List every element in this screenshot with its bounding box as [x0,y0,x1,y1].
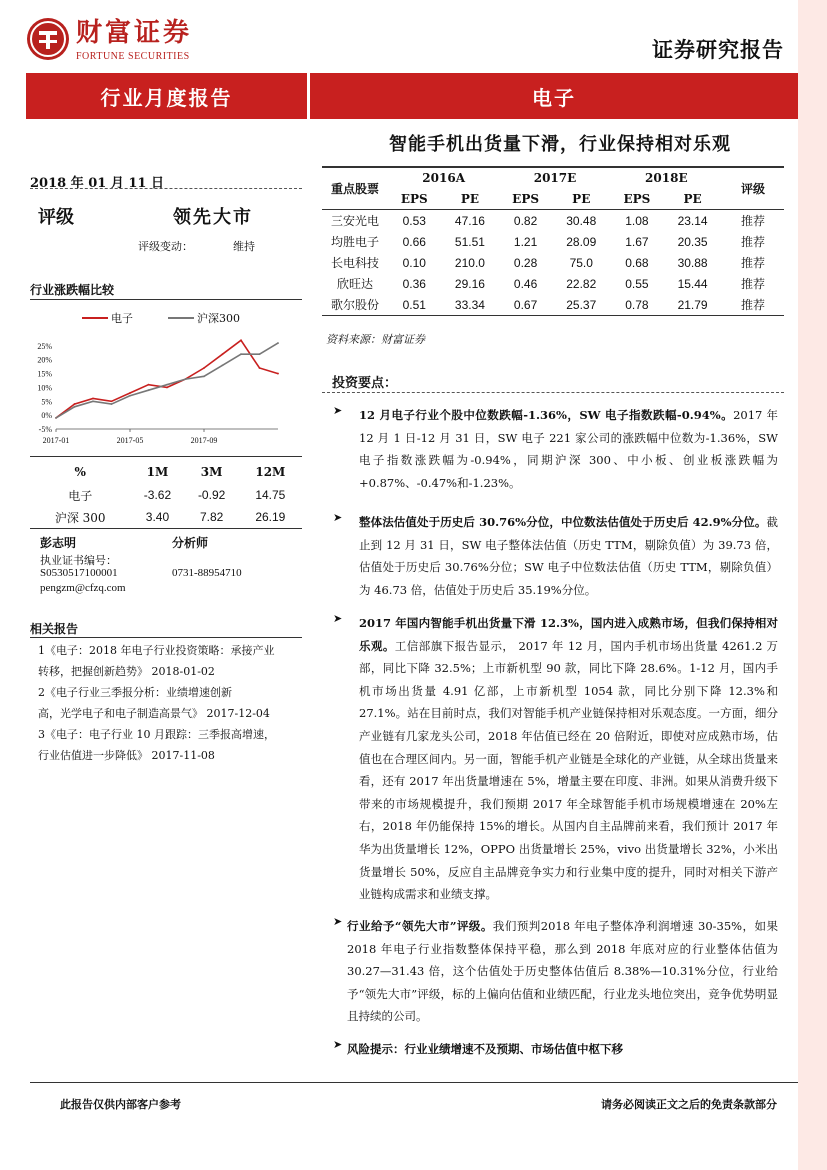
rating-change-value: 维持 [233,240,255,253]
perf-header: 1M [146,465,169,479]
stock-name: 长电科技 [330,256,379,270]
data-point [166,387,168,389]
stock-rating: 推荐 [740,277,765,291]
y-tick-label: 0% [41,411,52,421]
invest-point [333,511,778,601]
data-point [277,342,279,344]
y-tick-label: -5% [38,425,52,434]
table-row [322,252,784,273]
stock-cell: 0.67 [513,297,538,312]
stock-name: 三安光电 [330,214,379,228]
stock-cell: 1.67 [625,234,649,249]
table-source: 资料来源：财富证券 [326,333,425,346]
stock-cell: 0.55 [625,276,649,291]
cert-label: 执业证书编号： [40,554,117,567]
perf-header: 3M [200,465,223,479]
related-report-link[interactable]: 高，光学电子和电子制造高景气》 2017-12-04 [38,707,270,720]
arrow-bullet-icon: ➤ [333,1038,343,1051]
divider [30,637,302,638]
data-point [129,395,131,397]
divider [30,456,302,457]
series-line-electronics [56,340,278,418]
analyst-name: 彭志明 [40,536,77,550]
data-point [166,384,168,386]
headline: 智能手机出货量下滑，行业保持相对乐观 [389,134,731,155]
report-type: 证券研究报告 [652,37,784,62]
data-point [277,373,279,375]
rating-value: 领先大市 [173,207,253,228]
point-text: 工信部旗下报告显示， 2017 年 12 月，国内手机市场出货量 4261.2 万部，同比下降 32.5%；上市新机型 90 款，同比下降 28.6%。1-12 月，国内手机市场出货量 4.91 亿部，上市新机型 1054 款，同比分别下降 12.3%和 27.1%。站在目前时点，我们对智能手机产业链保持相对乐观态度。一方面，细分产业链有几家龙头公司，2018 年估值已经在 20 倍附近，即使对应成熟市场，估值也在合理区间内。另一面，智能手机产业链是全球化的产业链，从全球出货量来看，还有 2017 年出货量增速在 5%，增量主要在印度、非洲。如果从消费升级下带来的市场规模提升，我们预期 2017 年全球智能手机市场规模增速在 20%左右，2018 年仍能保持 15%的增长。从国内自主品牌前来看，我们预计 2017 年华为出货量增长 12%，OPPO 出货量增长 25%，vivo 出货量增长 32%，小米出货量增长 50%，反应自主品牌竞争实力和行业集中度的提升，同时对相关下游产业链构成需求和业绩支撑。 [359,638,779,902]
x-tick-label: 2017-05 [116,436,144,445]
rating-change-label: 评级变动： [138,240,193,253]
side-decor-strip [798,0,827,1170]
data-point [74,403,76,405]
y-tick-label: 25% [37,341,52,351]
stock-rating: 推荐 [740,214,765,228]
invest-point [333,612,778,906]
sub-header: EPS [623,191,651,206]
chart-title: 行业涨跌幅比较 [30,283,115,297]
banner-report-category: 行业月度报告 [26,73,307,119]
data-point [111,403,113,405]
stock-cell: 30.88 [677,255,708,270]
related-report-link[interactable]: 1《电子：2018 年电子行业投资策略：承接产业 [38,644,275,657]
related-report-link[interactable]: 3《电子：电子行业 10 月跟踪：三季报高增速， [38,728,275,741]
y-tick-label: 15% [37,369,52,379]
arrow-bullet-icon: ➤ [333,511,343,524]
brand-name-en: FORTUNE SECURITIES [76,51,190,62]
data-point [148,384,150,386]
cert-number: S0530517100001 [40,567,118,579]
stock-cell: 0.66 [402,234,426,249]
divider [30,299,302,300]
x-tick-label: 2017-01 [42,436,70,445]
divider [30,528,302,529]
data-point [259,367,261,369]
stock-cell: 47.16 [454,213,485,228]
stock-cell: 15.44 [677,276,708,291]
perf-cell: 沪深 300 [54,510,106,525]
point-text: 2017 年 12 月 1 日-12 月 31 日，SW 电子 221 家公司的涨跌幅中位数为-1.36%，SW 电子指数涨跌幅为-0.94%，同期沪深 300、中小板、创业板涨跌幅为+0.87%、-0.47%和-1.23%。 [359,408,778,490]
series-line-csi300 [56,343,278,418]
stock-cell: 0.82 [513,213,538,228]
data-point [148,389,150,391]
report-date: 2018 年 01 月 11 日 [30,176,164,191]
perf-cell: 26.19 [255,510,286,524]
stock-rating: 推荐 [740,298,765,312]
banner-industry: 电子 [310,73,798,119]
stock-cell: 0.46 [513,276,538,291]
y-tick-label: 10% [37,383,52,393]
table-row [322,231,784,252]
legend-label: 沪深300 [197,312,240,325]
table-row [322,210,784,232]
stock-name: 均胜电子 [330,235,379,249]
stock-cell: 1.21 [513,234,538,249]
stock-cell: 0.10 [402,255,426,270]
table-row [30,484,302,506]
sub-header: PE [572,191,591,206]
perf-cell: 7.82 [199,510,224,524]
legend-label: 电子 [111,312,133,325]
arrow-bullet-icon: ➤ [333,915,343,928]
data-point [111,400,113,402]
related-reports-list [38,640,302,766]
stock-cell: 75.0 [569,255,593,270]
stock-rating: 推荐 [740,256,765,270]
stock-cell: 0.51 [402,297,426,312]
year-header: 2018E [645,170,688,185]
point-bold: 行业给予“领先大市”评级。 [347,919,493,933]
perf-cell: 14.75 [255,488,286,502]
stocks-table [322,167,784,316]
perf-cell: -0.92 [197,488,226,502]
table-row [30,506,302,528]
point-bold: 2017 年国内智能手机出货量下滑 12.3%，国内进入成熟市场，但我们保持相对乐观。 [359,616,778,653]
perf-cell: 电子 [68,488,93,503]
sub-header: EPS [400,191,428,206]
data-point [222,364,224,366]
data-point [222,353,224,355]
point-bold: 风险提示：行业业绩增速不及预期、市场估值中枢下移 [347,1042,623,1056]
divider [322,392,784,393]
data-point [203,367,205,369]
stock-cell: 23.14 [677,213,708,228]
data-point [129,392,131,394]
stock-cell: 0.36 [402,276,426,291]
stock-cell: 29.16 [454,276,485,291]
perf-cell: 3.40 [145,510,170,524]
point-text: 我们预判2018 年电子整体净利润增速 30-35%，如果 2018 年电子行业指数整体保持平稳，那么到 2018 年底对应的行业整体估值为 30.27—31.43 倍，这个估值处于历史整体估值后 8.38%—10.31%分位，行业给予“领先大市”评级，标的上偏向估值和业绩匹配，行业龙头地位突出，竞争优势明显且持续的公司。 [347,919,779,1024]
stock-cell: 210.0 [454,255,485,270]
col-stock-header: 重点股票 [330,181,379,196]
stock-cell: 51.51 [454,234,485,249]
point-bold: 12 月电子行业个股中位数跌幅-1.36%，SW 电子指数跌幅-0.94%。 [359,408,734,422]
data-point [185,378,187,380]
stock-cell: 0.68 [625,255,649,270]
data-point [259,353,261,355]
perf-header: 12M [255,465,286,479]
point-bold: 整体法估值处于历史后 30.76%分位，中位数法估值处于历史后 42.9%分位。 [359,515,767,529]
point-text: 截止到 12 月 31 日，SW 电子整体法估值（历史 TTM，剔除负值）为 39.73 倍，估值处于历史后 30.76%分位；SW 电子中位数法估值（历史 TTM，剔除负值）为 46.73 倍，估值处于历史后 35.19%分位。 [359,515,778,597]
invest-point [333,404,778,494]
related-report-link[interactable]: 转移，把握创新趋势》 2018-01-02 [38,665,215,678]
analyst-phone: 0731-88954710 [172,567,242,579]
arrow-bullet-icon: ➤ [333,404,343,417]
brand-name-cn: 财富证券 [76,18,193,48]
invest-point [333,1038,778,1061]
data-point [92,398,94,400]
perf-cell: -3.62 [143,488,172,502]
perf-header: % [74,465,86,479]
table-row [322,273,784,294]
related-report-link[interactable]: 行业估值进一步降低》 2017-11-08 [38,749,215,762]
stock-name: 歌尔股份 [330,298,379,312]
performance-table [30,460,302,528]
invest-point [333,915,778,1028]
data-point [55,417,57,419]
data-point [240,353,242,355]
data-point [240,339,242,341]
data-point [203,375,205,377]
sub-header: PE [460,191,480,206]
stock-cell: 20.35 [677,234,708,249]
footer-left: 此报告仅供内部客户参考 [60,1098,181,1111]
related-report-link[interactable]: 2《电子行业三季报分析：业绩增速创新 [38,686,232,699]
sub-header: PE [683,191,702,206]
rating-label: 评级 [38,207,74,228]
analyst-role: 分析师 [172,536,209,550]
related-title: 相关报告 [30,622,79,636]
x-tick-label: 2017-09 [190,436,218,445]
y-tick-label: 5% [41,397,52,407]
divider [30,188,302,189]
stock-cell: 25.37 [566,297,597,312]
invest-title: 投资要点： [332,376,398,391]
year-header: 2017E [533,170,577,185]
y-tick-label: 20% [37,355,52,365]
stock-cell: 30.48 [566,213,597,228]
stock-cell: 0.78 [625,297,649,312]
stock-cell: 33.34 [454,297,485,312]
stock-cell: 0.53 [402,213,426,228]
brand-logo-icon [27,18,69,60]
stock-cell: 0.28 [513,255,538,270]
year-header: 2016A [422,170,466,185]
performance-chart [30,305,302,455]
data-point [92,400,94,402]
stock-cell: 1.08 [625,213,649,228]
divider [30,1082,798,1083]
stock-cell: 22.82 [566,276,597,291]
data-point [74,406,76,408]
footer-right: 请务必阅读正文之后的免责条款部分 [601,1098,777,1111]
stock-cell: 21.79 [677,297,708,312]
stock-name: 欣旺达 [336,277,373,291]
stock-cell: 28.09 [566,234,597,249]
arrow-bullet-icon: ➤ [333,612,343,625]
analyst-email[interactable]: pengzm@cfzq.com [40,582,126,594]
stock-rating: 推荐 [740,235,765,249]
table-row [322,294,784,316]
col-rating-header: 评级 [740,181,765,196]
sub-header: EPS [512,191,540,206]
